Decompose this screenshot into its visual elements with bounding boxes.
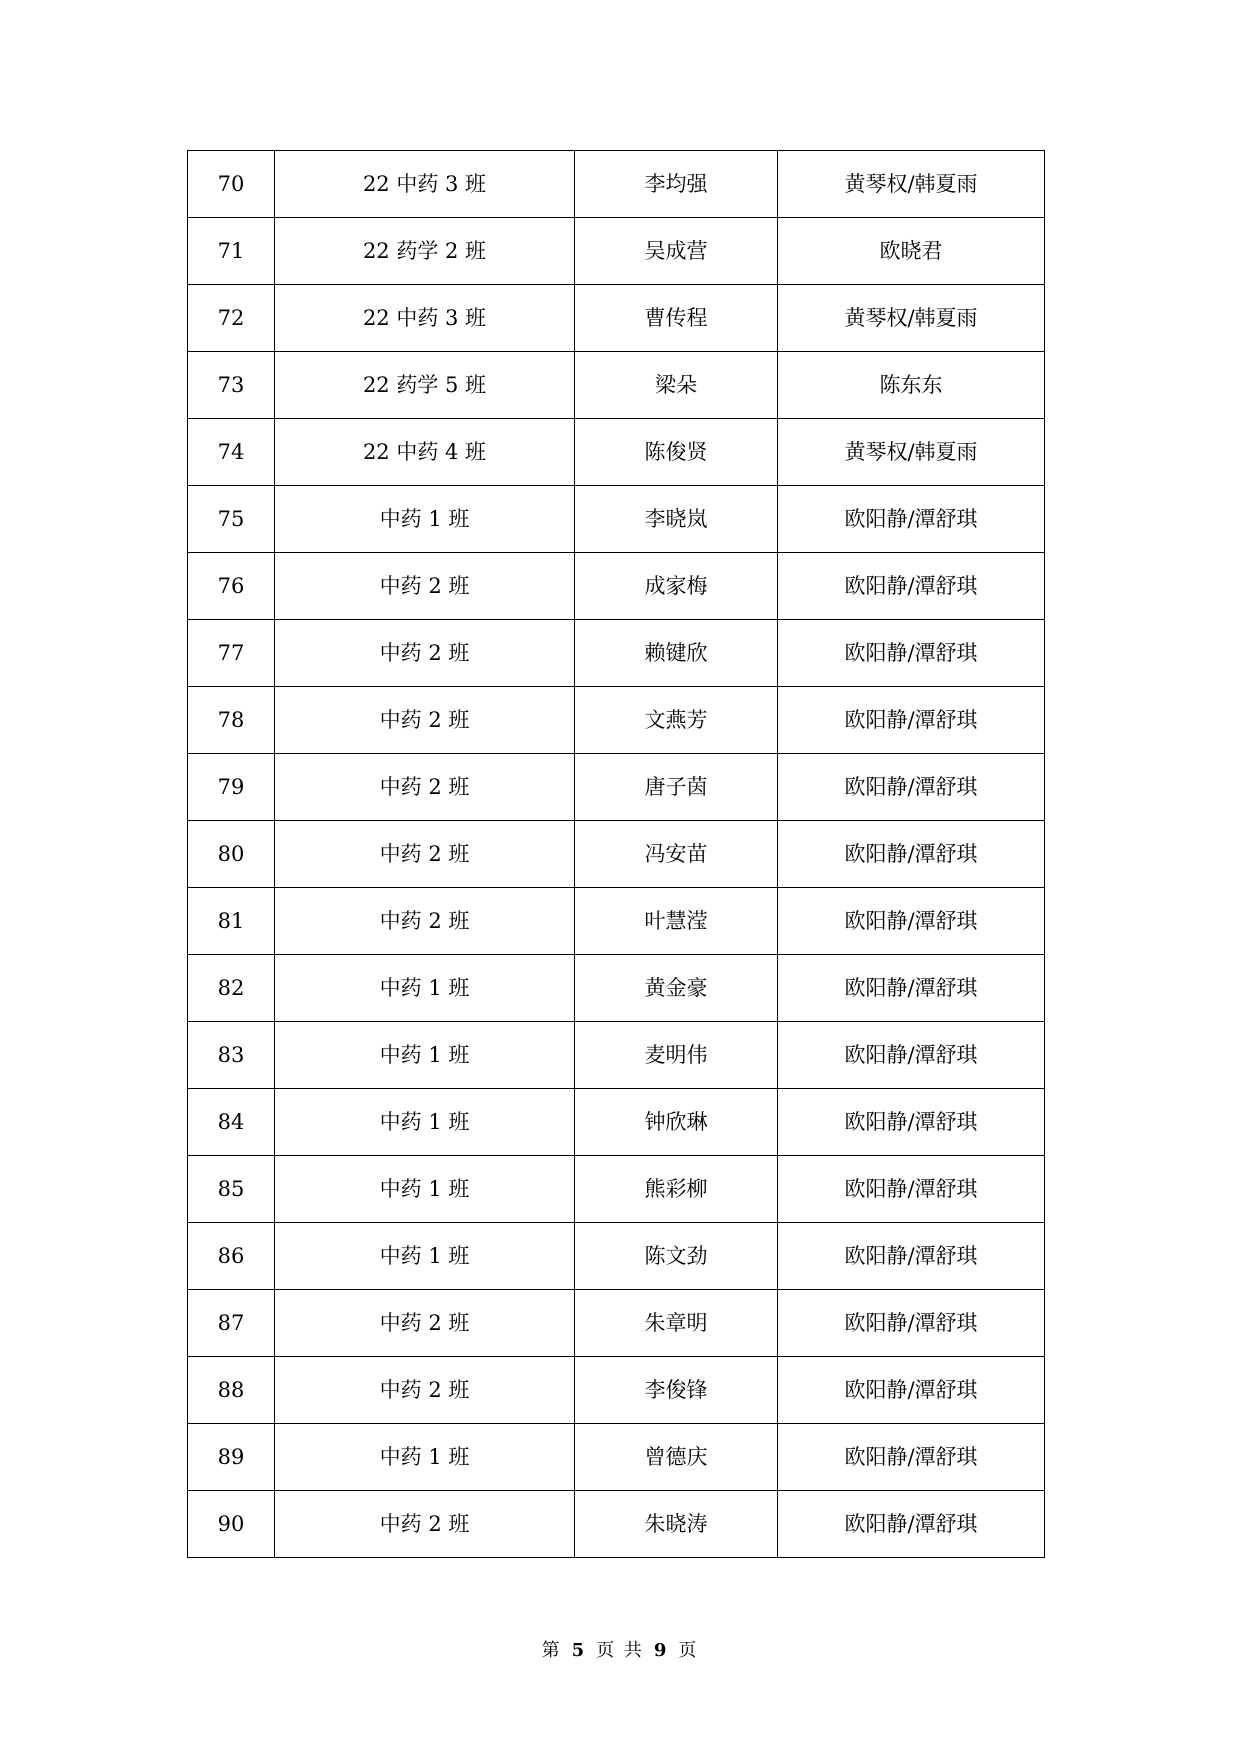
teacher-cell: 欧阳静/潭舒琪 <box>778 1357 1045 1424</box>
row-number-cell: 73 <box>188 352 275 419</box>
table-row <box>188 151 1045 218</box>
table-row <box>188 1022 1045 1089</box>
row-number-cell: 83 <box>188 1022 275 1089</box>
class-cell: 中药 2 班 <box>275 888 575 955</box>
class-cell: 22 中药 3 班 <box>275 151 575 218</box>
table-row <box>188 1424 1045 1491</box>
row-number-cell: 88 <box>188 1357 275 1424</box>
teacher-cell: 欧阳静/潭舒琪 <box>778 1491 1045 1558</box>
student-name-cell: 吴成营 <box>575 218 778 285</box>
footer-suffix: 页 <box>678 1640 699 1661</box>
table-row <box>188 754 1045 821</box>
table-row <box>188 285 1045 352</box>
class-cell: 中药 2 班 <box>275 821 575 888</box>
class-cell: 中药 2 班 <box>275 687 575 754</box>
student-name-cell: 黄金豪 <box>575 955 778 1022</box>
table-row <box>188 955 1045 1022</box>
teacher-cell: 欧阳静/潭舒琪 <box>778 687 1045 754</box>
table-row <box>188 1290 1045 1357</box>
table-row <box>188 888 1045 955</box>
roster-table <box>187 150 1045 1558</box>
row-number-cell: 89 <box>188 1424 275 1491</box>
table-row <box>188 218 1045 285</box>
student-name-cell: 李晓岚 <box>575 486 778 553</box>
row-number-cell: 86 <box>188 1223 275 1290</box>
class-cell: 中药 2 班 <box>275 754 575 821</box>
teacher-cell: 欧阳静/潭舒琪 <box>778 1424 1045 1491</box>
teacher-cell: 欧阳静/潭舒琪 <box>778 821 1045 888</box>
page-footer <box>0 1636 1240 1662</box>
table-row <box>188 1357 1045 1424</box>
class-cell: 22 药学 5 班 <box>275 352 575 419</box>
row-number-cell: 74 <box>188 419 275 486</box>
class-cell: 中药 1 班 <box>275 486 575 553</box>
teacher-cell: 黄琴权/韩夏雨 <box>778 419 1045 486</box>
class-cell: 22 中药 3 班 <box>275 285 575 352</box>
class-cell: 中药 1 班 <box>275 1156 575 1223</box>
row-number-cell: 72 <box>188 285 275 352</box>
class-cell: 中药 1 班 <box>275 955 575 1022</box>
table-row <box>188 1156 1045 1223</box>
student-name-cell: 冯安苗 <box>575 821 778 888</box>
class-cell: 中药 1 班 <box>275 1424 575 1491</box>
row-number-cell: 90 <box>188 1491 275 1558</box>
table-row <box>188 821 1045 888</box>
class-cell: 中药 2 班 <box>275 553 575 620</box>
class-cell: 中药 1 班 <box>275 1022 575 1089</box>
footer-middle: 页 共 <box>596 1640 644 1661</box>
teacher-cell: 欧阳静/潭舒琪 <box>778 955 1045 1022</box>
table-row <box>188 486 1045 553</box>
row-number-cell: 80 <box>188 821 275 888</box>
table-row <box>188 352 1045 419</box>
student-name-cell: 赖键欣 <box>575 620 778 687</box>
student-name-cell: 陈文劲 <box>575 1223 778 1290</box>
teacher-cell: 黄琴权/韩夏雨 <box>778 285 1045 352</box>
teacher-cell: 欧阳静/潭舒琪 <box>778 1089 1045 1156</box>
class-cell: 中药 2 班 <box>275 620 575 687</box>
row-number-cell: 84 <box>188 1089 275 1156</box>
row-number-cell: 71 <box>188 218 275 285</box>
table-row <box>188 1491 1045 1558</box>
teacher-cell: 欧阳静/潭舒琪 <box>778 1223 1045 1290</box>
student-name-cell: 成家梅 <box>575 553 778 620</box>
student-name-cell: 曹传程 <box>575 285 778 352</box>
footer-prefix: 第 <box>541 1640 562 1661</box>
row-number-cell: 81 <box>188 888 275 955</box>
teacher-cell: 欧阳静/潭舒琪 <box>778 553 1045 620</box>
student-name-cell: 李均强 <box>575 151 778 218</box>
class-cell: 中药 1 班 <box>275 1223 575 1290</box>
class-cell: 22 中药 4 班 <box>275 419 575 486</box>
teacher-cell: 欧阳静/潭舒琪 <box>778 754 1045 821</box>
student-name-cell: 朱晓涛 <box>575 1491 778 1558</box>
student-name-cell: 文燕芳 <box>575 687 778 754</box>
student-name-cell: 熊彩柳 <box>575 1156 778 1223</box>
class-cell: 中药 1 班 <box>275 1089 575 1156</box>
class-cell: 22 药学 2 班 <box>275 218 575 285</box>
row-number-cell: 75 <box>188 486 275 553</box>
teacher-cell: 陈东东 <box>778 352 1045 419</box>
teacher-cell: 欧阳静/潭舒琪 <box>778 888 1045 955</box>
teacher-cell: 欧晓君 <box>778 218 1045 285</box>
student-name-cell: 朱章明 <box>575 1290 778 1357</box>
row-number-cell: 79 <box>188 754 275 821</box>
row-number-cell: 85 <box>188 1156 275 1223</box>
table-row <box>188 553 1045 620</box>
row-number-cell: 87 <box>188 1290 275 1357</box>
teacher-cell: 欧阳静/潭舒琪 <box>778 1290 1045 1357</box>
student-name-cell: 曾德庆 <box>575 1424 778 1491</box>
footer-total-pages: 9 <box>653 1640 669 1661</box>
row-number-cell: 70 <box>188 151 275 218</box>
student-name-cell: 陈俊贤 <box>575 419 778 486</box>
table-row <box>188 1089 1045 1156</box>
student-name-cell: 钟欣琳 <box>575 1089 778 1156</box>
teacher-cell: 黄琴权/韩夏雨 <box>778 151 1045 218</box>
table-row <box>188 687 1045 754</box>
row-number-cell: 76 <box>188 553 275 620</box>
teacher-cell: 欧阳静/潭舒琪 <box>778 620 1045 687</box>
table-row <box>188 1223 1045 1290</box>
student-name-cell: 梁朵 <box>575 352 778 419</box>
student-name-cell: 李俊锋 <box>575 1357 778 1424</box>
class-cell: 中药 2 班 <box>275 1491 575 1558</box>
row-number-cell: 77 <box>188 620 275 687</box>
teacher-cell: 欧阳静/潭舒琪 <box>778 486 1045 553</box>
table-row <box>188 620 1045 687</box>
student-name-cell: 唐子茵 <box>575 754 778 821</box>
class-cell: 中药 2 班 <box>275 1290 575 1357</box>
row-number-cell: 78 <box>188 687 275 754</box>
table-row <box>188 419 1045 486</box>
class-cell: 中药 2 班 <box>275 1357 575 1424</box>
footer-current-page: 5 <box>571 1640 587 1661</box>
teacher-cell: 欧阳静/潭舒琪 <box>778 1022 1045 1089</box>
teacher-cell: 欧阳静/潭舒琪 <box>778 1156 1045 1223</box>
roster-table-body <box>188 151 1045 1558</box>
student-name-cell: 叶慧滢 <box>575 888 778 955</box>
student-name-cell: 麦明伟 <box>575 1022 778 1089</box>
row-number-cell: 82 <box>188 955 275 1022</box>
